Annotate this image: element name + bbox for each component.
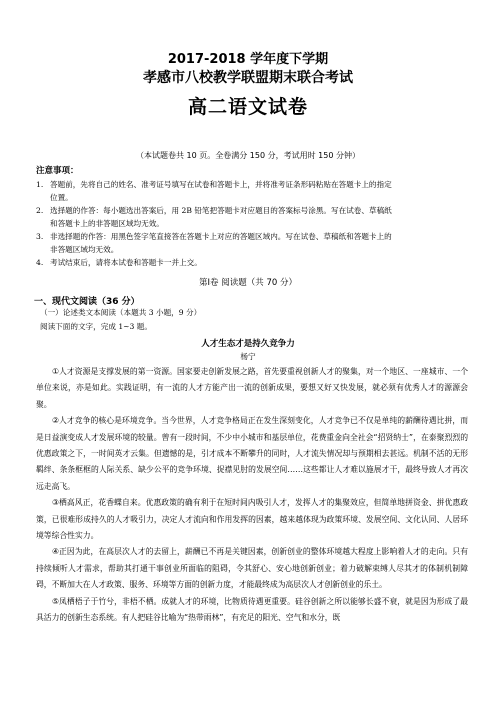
note-number: 3. [36,232,44,241]
note-item-3 [36,230,466,256]
article-author: 杨宁 [240,352,256,361]
article-paragraph-5: ⑤凤栖梧子于竹兮，非梧不栖。成就人才的环境，比物质待遇更重要。硅谷创新之所以能够长盛不衰，就是因为形成了最具活力的创新生态系统。有人把硅谷比喻为“热带雨林”，有充足的阳光、空气和水分，既 [36,596,468,623]
note-item-1 [36,178,466,204]
part-title: 第Ⅰ卷 阅读题（共 70 分） [199,278,297,288]
article-paragraph-2: ②人才竞争的核心是环境竞争。当今世界，人才竞争格局正在发生深刻变化，人才竞争已不仅是单纯的薪酬待遇比拼，而是日益演变成人才发展环境的较量。曾有一段时间，不少中小城市和基层单位，花费重金向全社会“招贤纳士”，在泰聚烈烈的优惠政策之下，一时间英才云集。但遗憾的是，引才成本不断攀升的同时，人才流失情况却与预期相去甚远。机制不活的无形羁绊、条条框框的人际关系、缺少公平的竞争环境、捉襟见肘的发展空间……这些都让人才难以施展才干，最终导致人才再次远走高飞。 [36,416,468,491]
article-paragraph-1: ①人才资源是支撑发展的第一资源。国家要走创新发展之路，首先要重视创新人才的聚集，对一个地区、一座城市、一个单位来说，亦是如此。实践证明，有一流的人才方能产出一流的创新成果，要想又好又快发展，就必须有优秀人才的源源会聚。 [36,367,468,409]
note-text: 考试结束后，请将本试卷和答题卡一并上交。 [50,258,202,267]
notes-heading: 注意事项： [36,166,79,176]
section-subtitle: （一）论述类文本阅读（本题共 3 小题，9 分） [40,308,202,317]
article-paragraph-4: ④正因为此，在高层次人才的去留上，薪酬已不再是关键因素，创新创业的整体环境越大程度上影响着人才的走向。只有持续倾听人才需求，帮助其打通干事创业所面临的阻碍，令其舒心、安心地创新创业；着力破解束缚人尽其才的体制机制障碍，不断加大在人才政策、服务、环境等方面的创新力度，才能最终成为高层次人才创新创业的乐土。 [36,547,468,590]
note-item-2 [36,204,466,230]
note-text: 选择题的作答：每小题选出答案后，用 2B 铅笔把答题卡对应题目的答案标号涂黑。写在试卷、草稿纸 [50,206,392,215]
note-number: 4. [36,258,44,267]
section-instruction: 阅读下面的文字，完成 1~3 题。 [40,322,152,331]
note-number: 1. [36,180,44,189]
exam-year-line: 2017-2018 学年度下学期 [167,52,329,67]
note-text: 非选择题的作答：用黑色签字笔直接答在答题卡上对应的答题区域内。写在试卷、草稿纸和答题卡上的 [50,232,392,241]
article-paragraph-3: ③栖高风正，花香蝶自来。优惠政策的确有利于在短时间内吸引人才，发挥人才的集聚效应，但简单地拼资金、拼优惠政策，已很难形成持久的人才吸引力，决定人才流向和作用发挥的因素，越来越体现为政策环境、发展空间、文化认同、人居环境等综合性实力。 [36,498,468,541]
exam-subject-title: 高二语文试卷 [187,96,308,118]
article-body [36,364,468,627]
exam-info-line: （本试题卷共 10 页。全卷满分 150 分，考试用时 150 分钟） [136,151,360,160]
note-text-continued: 和答题卡上的非答题区域均无效。 [50,219,164,228]
note-item-4 [36,256,466,269]
note-number: 2. [36,206,44,215]
note-text: 答题前，先将自己的姓名、准考证号填写在试卷和答题卡上，并将准考证条形码粘贴在答题卡上的指定 [50,180,392,189]
note-text-continued: 位置。 [50,193,73,202]
article-title: 人才生态才是持久竞争力 [201,339,295,349]
note-text-continued: 非答题区域均无效。 [50,245,119,254]
section-title: 一、现代文阅读（36 分） [34,297,140,307]
exam-name: 孝感市八校教学联盟期末联合考试 [143,70,353,86]
